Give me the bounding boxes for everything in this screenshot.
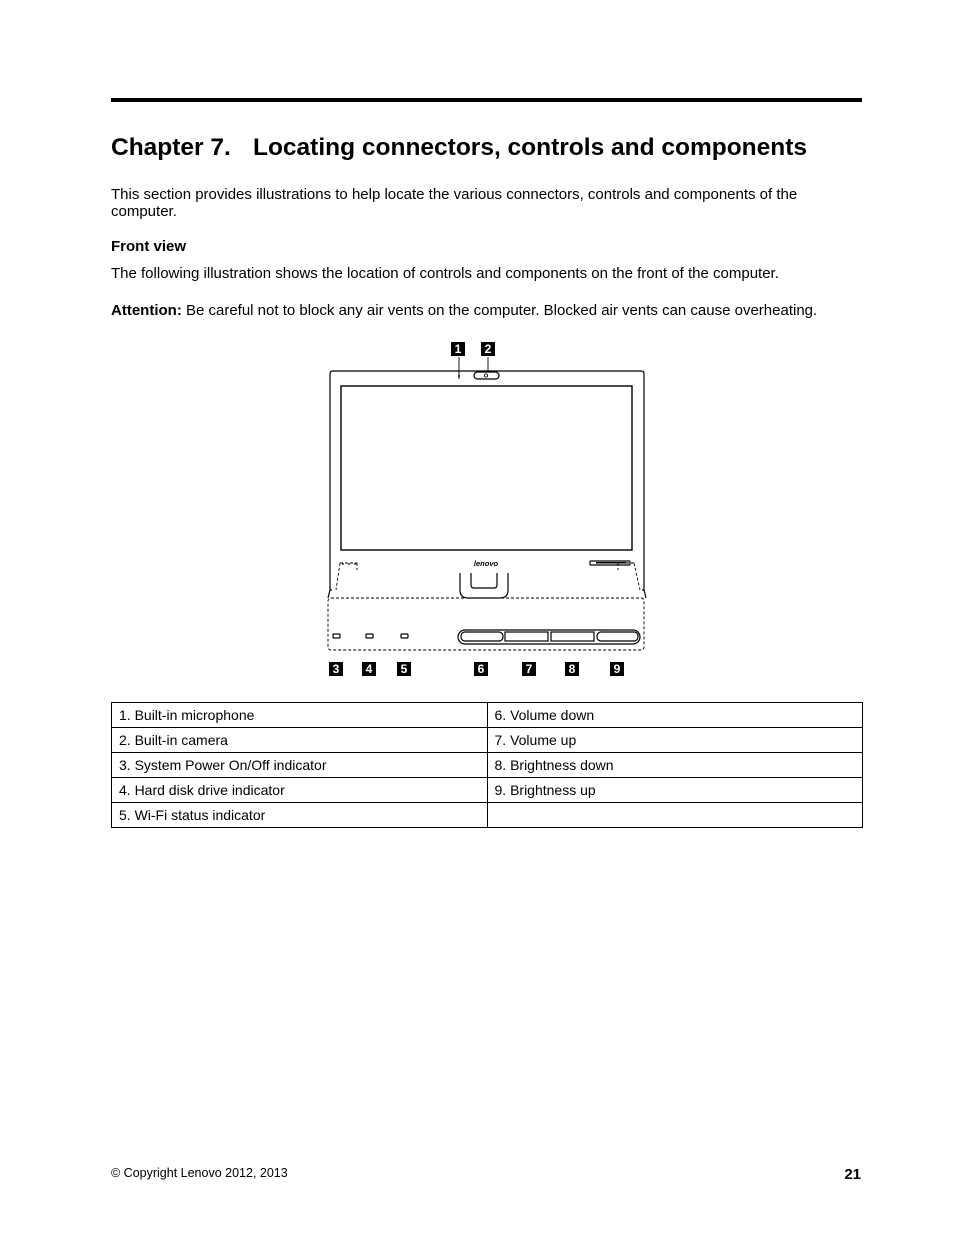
camera-housing: [474, 372, 499, 379]
table-cell: 8. Brightness down: [487, 753, 863, 778]
callout-2: 2: [481, 342, 495, 356]
callout-8: 8: [565, 662, 579, 676]
section-heading-front-view: Front view: [111, 238, 187, 255]
components-table: [111, 702, 863, 828]
zoom-guide-left: [336, 563, 357, 590]
control-button-strip: [458, 630, 640, 644]
volume-down-button: [461, 632, 503, 641]
chapter-title: [111, 134, 807, 162]
callout-7: 7: [522, 662, 536, 676]
table-cell: 4. Hard disk drive indicator: [112, 778, 488, 803]
power-indicator: [333, 634, 340, 638]
brightness-down-button: [551, 632, 594, 641]
table-cell: 9. Brightness up: [487, 778, 863, 803]
monitor-screen: [341, 386, 632, 550]
table-row: [112, 703, 863, 728]
table-row: [112, 778, 863, 803]
callout-3: 3: [329, 662, 343, 676]
table-cell: 7. Volume up: [487, 728, 863, 753]
callout-5: 5: [397, 662, 411, 676]
camera-lens: [484, 374, 487, 377]
page-number: 21: [844, 1166, 861, 1183]
zoom-guide-right: [618, 563, 640, 590]
top-rule: [111, 98, 862, 102]
callout-6: 6: [474, 662, 488, 676]
zoom-panel: [328, 598, 644, 650]
callout-4: 4: [362, 662, 376, 676]
callout-9: 9: [610, 662, 624, 676]
table-cell: 2. Built-in camera: [112, 728, 488, 753]
table-row: [112, 803, 863, 828]
table-cell: 3. System Power On/Off indicator: [112, 753, 488, 778]
callout-1: 1: [451, 342, 465, 356]
hdd-indicator: [366, 634, 373, 638]
microphone-dot: [458, 375, 460, 377]
attention-note: [111, 302, 856, 319]
attention-label: Attention:: [111, 302, 182, 319]
table-cell: [487, 803, 863, 828]
attention-text: Be careful not to block any air vents on the computer. Blocked air vents can cause overheating.: [181, 302, 818, 319]
chapter-number: Chapter 7.: [111, 134, 231, 161]
brightness-up-button: [597, 632, 638, 641]
monitor-stand: [460, 573, 508, 598]
volume-up-button: [505, 632, 548, 641]
footer-copyright: © Copyright Lenovo 2012, 2013: [111, 1166, 288, 1180]
wifi-indicator: [401, 634, 408, 638]
table-cell: 1. Built-in microphone: [112, 703, 488, 728]
table-cell: 5. Wi-Fi status indicator: [112, 803, 488, 828]
lenovo-logo: lenovo: [473, 559, 499, 568]
chapter-name: Locating connectors, controls and components: [253, 134, 808, 161]
intro-paragraph: This section provides illustrations to help locate the various connectors, controls and components of the computer.: [111, 186, 798, 220]
table-cell: 6. Volume down: [487, 703, 863, 728]
table-row: [112, 728, 863, 753]
monitor-bezel: [330, 371, 644, 590]
front-view-description: The following illustration shows the location of controls and components on the front of the computer.: [111, 265, 779, 282]
table-row: [112, 753, 863, 778]
